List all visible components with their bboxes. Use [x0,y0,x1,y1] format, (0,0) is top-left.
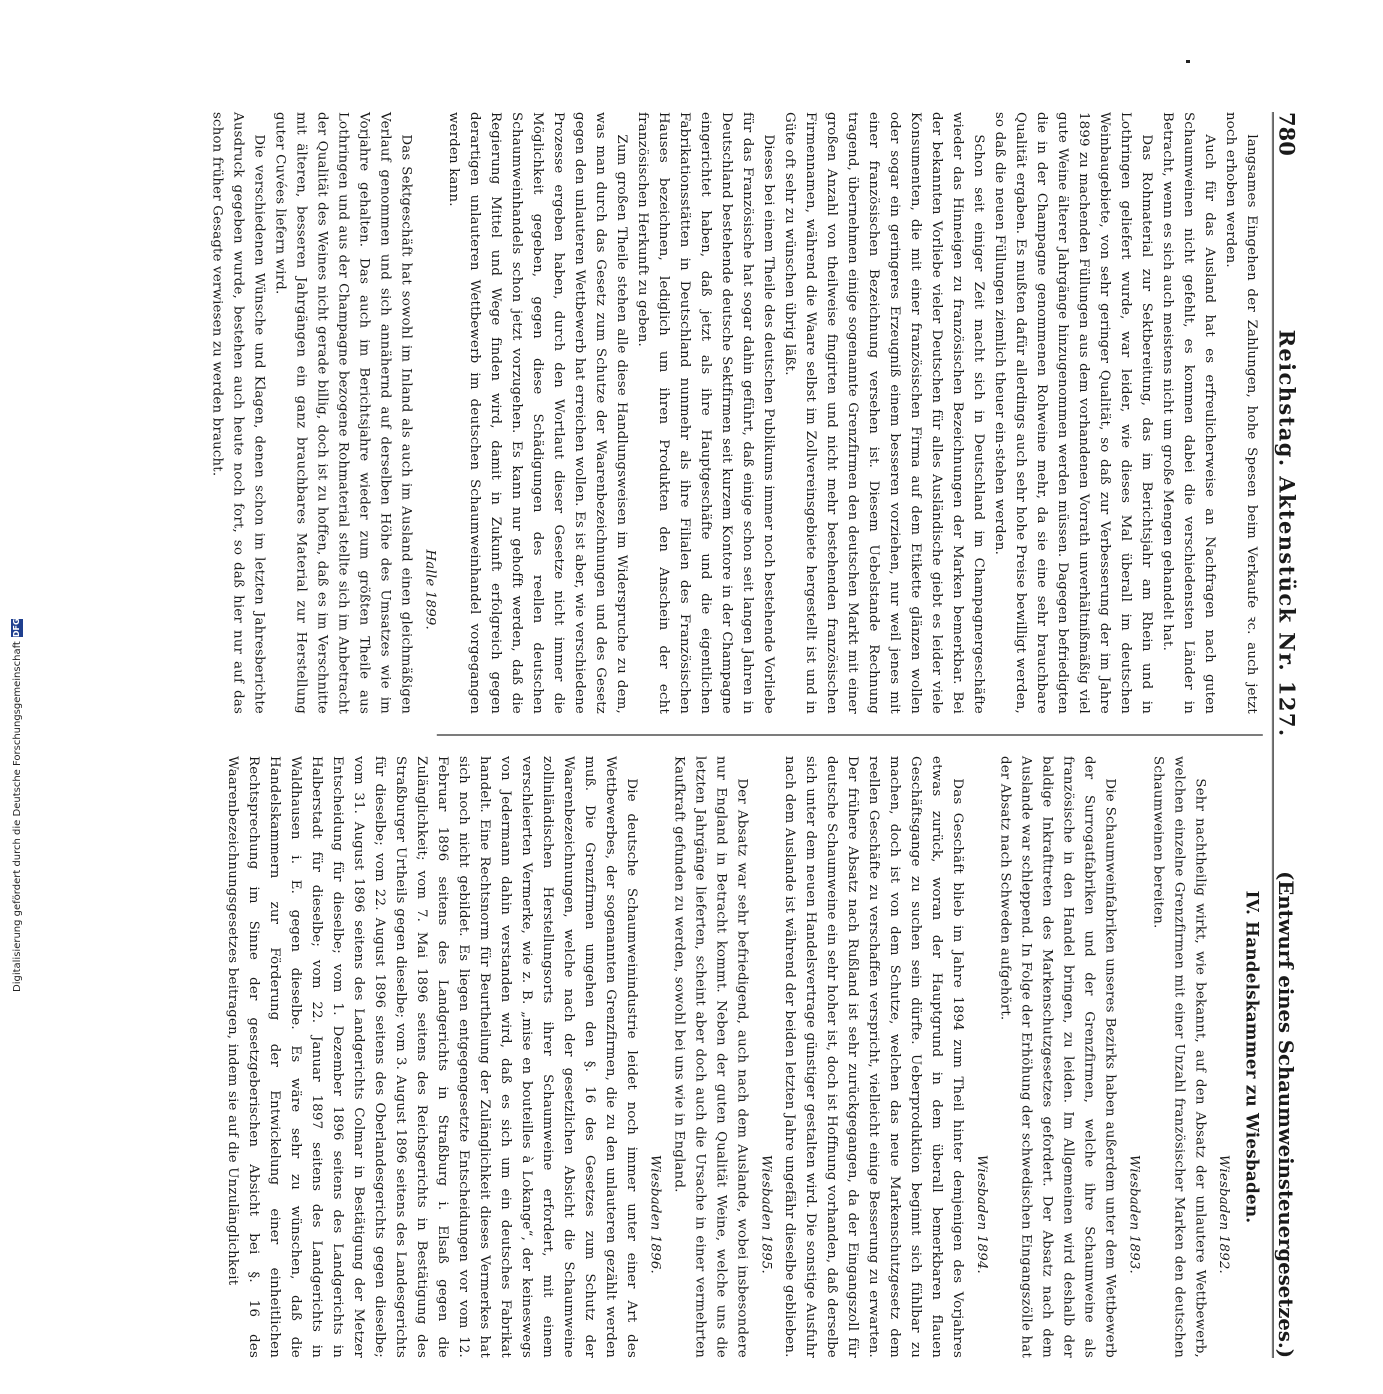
page-header [1272,112,1323,1358]
paragraph: langsames Eingehen der Zahlungen, hohe Spesen beim Verkaufe ꝛc. auch jetzt noch erhoben werden. [1223,112,1260,714]
paragraph: Das Sektgeschäft hat sowohl im Inland als auch im Ausland einen gleichmäßigen Verlauf genommen und sich annähernd auf derselben Höhe des Umsatzes wie im Vorjahre gehalten. Das auch im Berichtsjahre wieder zum größten Theile aus Lothringen und aus der Champagne bezogene Rohmaterial stellte sich im Anbetracht der Qualität des Weines nicht gerade billig, doch ist zu hoffen, daß es im Verschnitte mit älteren, besseren Jahrgängen ein ganz brauchbares Material zur Herstellung guter Cuvées liefern wird. [273,112,415,714]
column-divider [437,734,1263,735]
paragraph: Die Schaumweinfabriken unseres Bezirks haben außerdem unter dem Wettbewerb der Surrogatfabriken und der Grenzfirmen, welche ihre Schaumweine als französische in den Handel bringen, zu leiden. Im Allgemeinen wird deshalb der baldige Inkrafttreten des Markenschutzgesetzes gefordert. Der Absatz nach dem Auslande war schleppend. In Folge der Erhöhung der schwedischen Eingangszölle hat der Absatz nach Schweden aufgehört. [998,756,1119,1358]
paragraph: Das Rohmaterial zur Sektbereitung, das im Berichtsjahr am Rhein und in Lothringen geliefert wurde, war leider, wie dieses Mal überall im deutschen Weinbaugebiete, von sehr geringer Qualität, so daß zur Verbesserung der im Jahre 1899 zu machenden Füllungen aus dem vorhandenen Vorrath unverhältnißmäßig viel gute Weine älterer Jahrgänge hinzugenommen werden müssen. Dagegen befriedigten die in der Champagne genommenen Rohweine mehr, da sie eine sehr brauchbare Qualität ergaben. Es mußten dafür allerdings auch sehr hohe Preise bewilligt werden, so daß die neuen Füllungen ziemlich theuer ein-stehen werden. [992,112,1155,714]
document-title: (Entwurf eines Schaumweinsteuergesetzes.) [1274,871,1298,1358]
digitization-credit [0,0,22,1000]
page-number: 780 [1274,112,1299,156]
paragraph: Dieses bei einem Theile des deutschen Publikums immer noch bestehende Vorliebe für das Französische hat sogar dahin geführt, daß einige schon seit langen Jahren in Deutschland bestehende deutsche Sektfirmen seit kurzem Kontore in der Champagne eingerichtet haben, daß jetzt als ihre Hauptgeschäfte und die eigentlichen Fabrikationsstätten in Deutschland nunmehr als ihre Filialen des Französischen Hauses bezeichnen, lediglich um ihren Produkten den Anschein der echt französischen Herkunft zu geben. [635,112,777,714]
paragraph: Schon seit einiger Zeit macht sich in Deutschland im Champagnergeschäfte wieder das Hinneigen zu französischen Bezeichnungen der Marken bemerkbar. Bei der bekannten Vorliebe vieler Deutschen für alles Ausländische giebt es leider viele Konsumenten, die mit einer französischen Firma auf dem Etikette glänzen wollen oder sogar ein geringeres Erzeugniß einem besseren vorziehen, nur weil jenes mit einer französischen Bezeichnung versehen ist. Diesem Uebelstande Rechnung tragend, übernehmen einige sogenannte Grenzfirmen den deutschen Markt mit einer großen Anzahl von theilweise fingirten und nicht mehr bestehenden französischen Firmennamen, während die Waare selbst im Zollvereinsgebiete hergestellt ist und in Güte oft sehr zu wünschen übrig läßt. [782,112,987,714]
left-column [210,112,1263,714]
paragraph: Sehr nachtheilig wirkt, wie bekannt, auf den Absatz der unlautere Wettbewerb, welchen einzelne Grenzfirmen mit einer Unzahl französischer Marken den deutschen Schaumweinen bereiten. [1150,756,1209,1358]
dateline: Wiesbaden 1894. [974,1154,990,1274]
paragraph: Die deutsche Schaumweinindustrie leidet noch immer unter einer Art des Wettbewerbes, der sogenannten Grenzfirmen, die zu den unlauteren gezählt werden muß. Die Grenzfirmen umgehen den §. 16 des Gesetzes zum Schutz der Waarenbezeichnungen, welche nach der gesetzlichen Absicht die Schaumweine zollinländischen Herstellungsorts ihrer Schaumweine erfordert, mit einem verschleierten Vermerke, wie z. B. „mise en bouteilles à Lokange“, der keineswegs von Jedermann dahin verstanden wird, daß es sich um ein deutsches Fabrikat handelt. Eine Rechtsnorm für Beurtheilung der Zulänglichkeit dieses Vermerkes hat sich noch nicht gebildet. Es liegen entgegengesetzte Entscheidungen vor vom 12. Februar 1896 seitens des Landgerichts in Straßburg i. Elsaß gegen die Zulänglichkeit; vom 7. Mai 1896 seitens des Reichsgerichts in Bestätigung des Straßburger Urtheils gegen dieselbe; vom 3. August 1896 seitens des Landesgerichts für dieselbe; vom 22. August 1896 seitens des Oberlandesgerichts gegen dieselbe; vom 31. August 1896 seitens des Landgerichts Colmar in Bestätigung der Metzer Entscheidung für dieselbe; vom 1. Dezember 1896 seitens des Landgerichts in Halberstadt für dieselbe; vom 22. Januar 1897 seitens des Landgerichts in Waldhausen i. E. gegen dieselbe. Es wäre sehr zu wünschen, daß die Handelskammern zur Förderung der Entwickelung einer einheitlichen Rechtsprechung im Sinne der gesetzgeberischen Absicht bei §. 16 des Waarenbezeichnungsgesetzes beitragen, indem sie auf die Unzulänglichkeit [225,756,640,1358]
credit-text: Digitalisierung gefördert durch die Deutsche Forschungsgemeinschaft [11,641,23,992]
dfg-logo-icon: DFG [12,618,21,638]
paragraph: Die verschiedenen Wünsche und Klagen, denen schon im letzten Jahresberichte Ausdruck gegeben wurde, bestehen auch heute noch fort, so daß hier nur auf das schon früher Gesagte verwiesen zu werden braucht. [210,112,268,714]
paragraph: Zum großen Theile stehen alle diese Handlungsweisen im Widerspruche zu dem, was man durch das Gesetz zum Schutze der Waarenbezeichnungen und des Gesetz gegen den unlauteren Wettbewerb hat erreichen wollen. Es ist aber, wie verschiedene Prozesse ergeben haben, durch den Wortlaut dieser Gesetze nicht immer die Möglichkeit gegeben, gegen diese Schädigungen des reellen deutschen Schaumweinhandels schon jetzt vorzugehen. Es kann nur gehofft werden, daß die Regierung Mittel und Wege finden wird, damit in Zukunft erfolgreich gegen derartigen unlauteren Wettbewerb im deutschen Schaumweinhandel vorgegangen werden kann. [446,112,630,714]
dateline: Wiesbaden 1895. [758,1154,775,1274]
dateline: Wiesbaden 1896. [648,1154,664,1274]
dateline: Halle 1899. [422,549,439,630]
rotated-page-scan [210,84,1330,1394]
running-head: Reichstag. Aktenstück Nr. 127. [1274,329,1299,738]
right-column [225,756,1263,1358]
paragraph: Das Geschäft blieb im Jahre 1894 zum Theil hinter demjenigen des Vorjahres etwas zurück, woran der Hauptgrund in dem überall bemerkbaren flauen Geschäftsgange zu suchen sein dürfte. Ueberproduktion beginnt sich fühlbar zu machen, doch ist von dem Schutze, welchen das neue Markenschutzgesetz dem reellen Geschäfte zu verschaffen verspricht, vielleicht einige Besserung zu erwarten. Der frühere Absatz nach Rußland ist sehr zurückgegangen, da der Eingangszoll für deutsche Schaumweine ein sehr hoher ist, doch ist Hoffnung vorhanden, daß derselbe sich unter dem neuen Handelsvertrage günstiger gestalten wird. Die sonstige Ausfuhr nach dem Auslande ist während der beiden letzten Jahre ungefähr dieselbe geblieben. [782,756,966,1358]
scan-speck [1186,60,1190,63]
paragraph: Auch für das Ausland hat es erfreulicherweise an Nachfragen nach guten Schaumweinen nicht gefehlt, es kommen dabei die verschiedensten Länder in Betracht, wenn es sich auch meistens nicht um große Mengen gehandelt hat. [1160,112,1218,714]
dateline: Wiesbaden 1892. [1216,1154,1232,1274]
section-heading: IV. Handelskammer zu Wiesbaden. [1242,890,1263,1224]
dateline: Wiesbaden 1893. [1127,1154,1143,1274]
paragraph: Der Absatz war sehr befriedigend, auch nach dem Auslande, wobei insbesondere nur England in Betracht kommt. Neben der guten Qualität Weine, welche uns die letzten Jahrgänge lieferten, scheint aber doch auch die Ursache in einer vermehrten Kaufkraft gefunden zu werden, sowohl bei uns wie in England. [672,756,751,1358]
